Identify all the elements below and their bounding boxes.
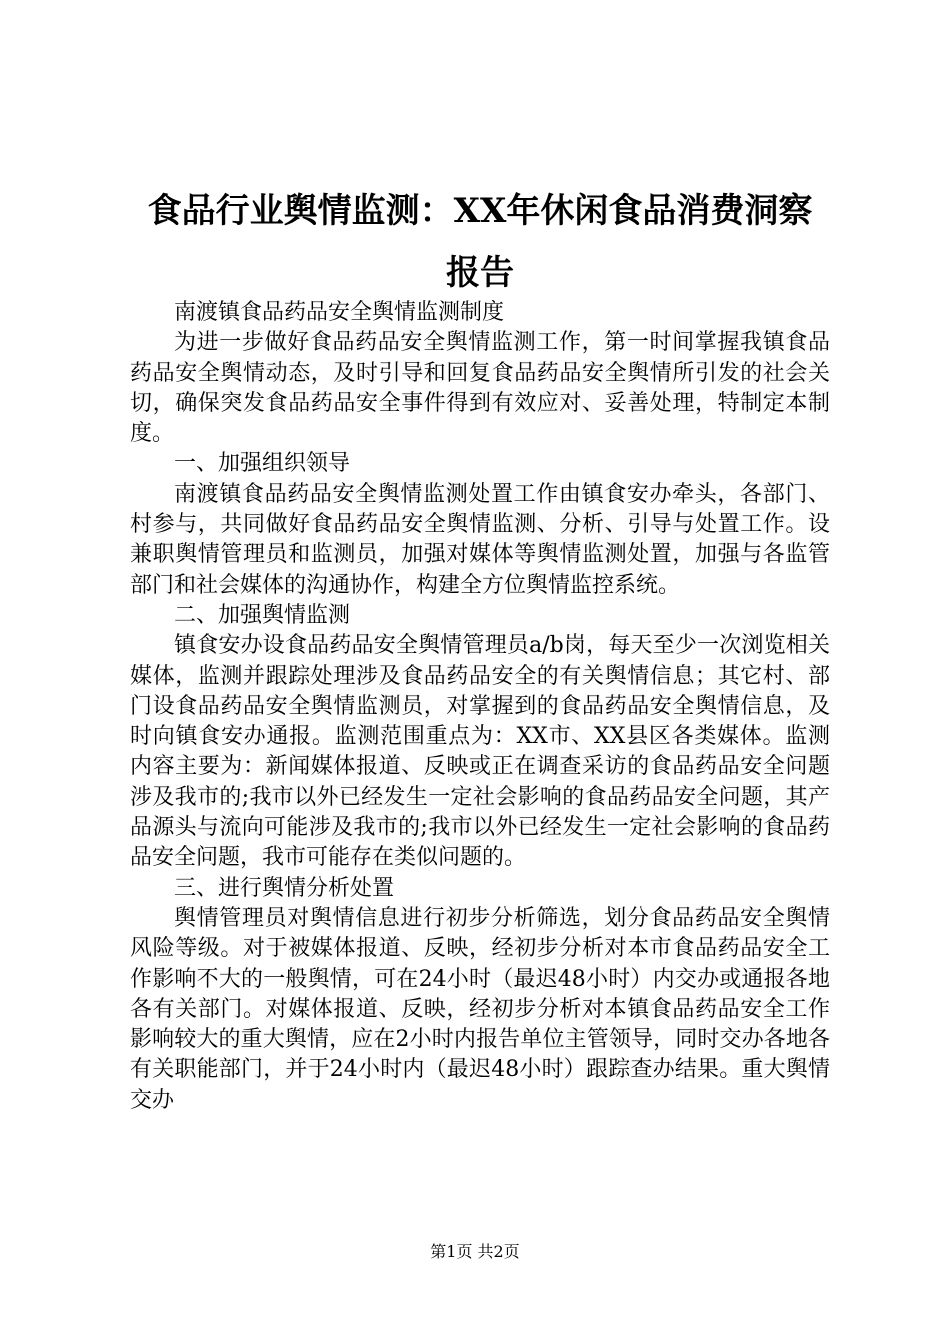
paragraph-subtitle: 南渡镇食品药品安全舆情监测制度 (174, 300, 505, 325)
paragraph-section-2: 镇食安办设食品药品安全舆情管理员a/b岗，每天至少一次浏览相关媒体，监测并跟踪处理涉及食品药品安全的有关舆情信息；其它村、部门设食品药品安全舆情监测员，对掌握到的食品药品安全舆情信息，及时向镇食安办通报。监测范围重点为：XX市、XX县区各类媒体。监测内容主要为：新闻媒体报道、反映或正在调查采访的食品药品安全问题涉及我市的;我市以外已经发生一定社会影响的食品药品安全问题，其产品源头与流向可能涉及我市的;我市以外已经发生一定社会影响的食品药品安全问题，我市可能存在类似问题的。 (130, 633, 830, 871)
paragraph-section-1: 南渡镇食品药品安全舆情监测处置工作由镇食安办牵头，各部门、村参与，共同做好食品药品安全舆情监测、分析、引导与处置工作。设兼职舆情管理员和监测员，加强对媒体等舆情监测处置，加强与各监管部门和社会媒体的沟通协作，构建全方位舆情监控系统。 (130, 481, 830, 598)
section-heading-1: 一、加强组织领导 (174, 451, 351, 477)
section-heading-3: 三、进行舆情分析处置 (174, 875, 395, 901)
section-heading-2: 二、加强舆情监测 (174, 602, 351, 628)
paragraph-section-3: 舆情管理员对舆情信息进行初步分析筛选，划分食品药品安全舆情风险等级。对于被媒体报道、反映，经初步分析对本市食品药品安全工作影响不大的一般舆情，可在24小时（最迟48小时）内交办或通报各地各有关部门。对媒体报道、反映，经初步分析对本镇食品药品安全工作影响较大的重大舆情，应在2小时内报告单位主管领导，同时交办各地各有关职能部门，并于24小时内（最迟48小时）跟踪查办结果。重大舆情交办 (130, 905, 830, 1113)
page-footer: 第1页 共2页 (430, 1242, 520, 1261)
title-line-1: 食品行业舆情监测：XX年休闲食品消费洞察 (147, 191, 813, 231)
title-line-2: 报告 (446, 253, 514, 293)
document-title (130, 180, 830, 304)
document-body (130, 298, 830, 1116)
paragraph-intro: 为进一步做好食品药品安全舆情监测工作，第一时间掌握我镇食品药品安全舆情动态，及时引导和回复食品药品安全舆情所引发的社会关切，确保突发食品药品安全事件得到有效应对、妥善处理，特制定本制度。 (130, 330, 830, 447)
